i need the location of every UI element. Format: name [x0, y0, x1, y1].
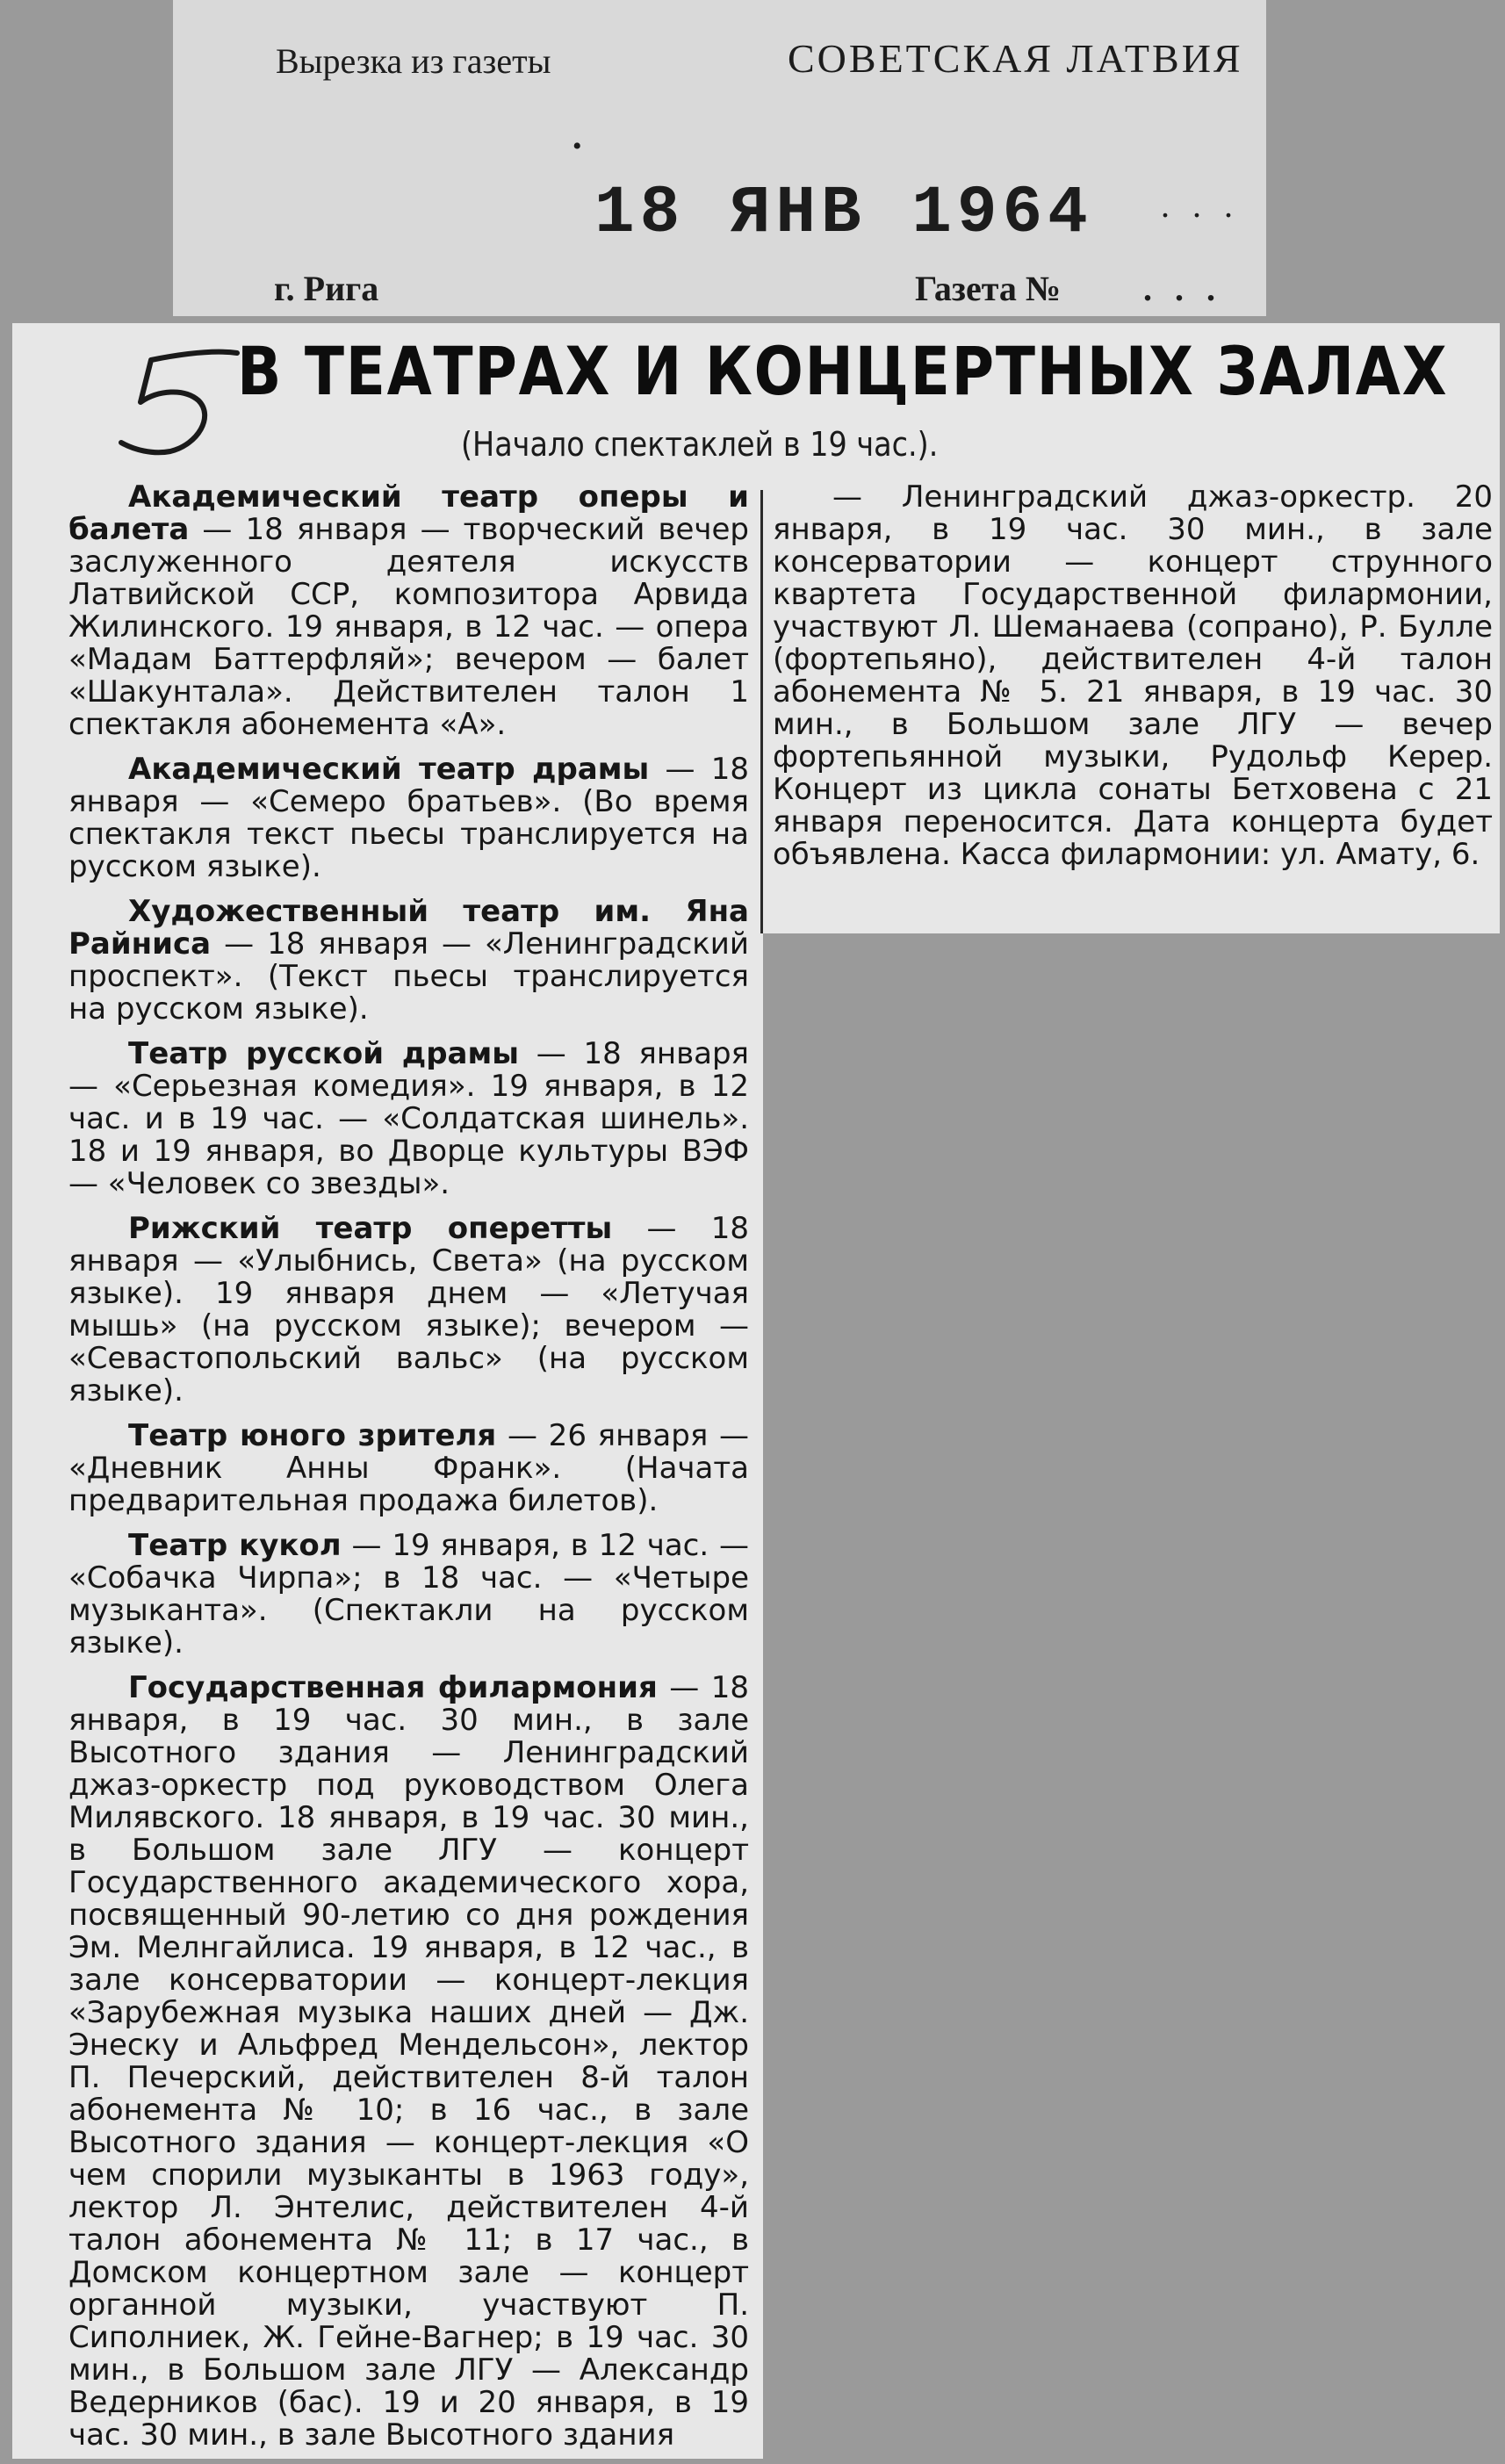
listing-text: — 18 января — «Серьезная комедия». 19 января, в 12 час. и в 19 час. — «Солдатская шинель». 18 и 19 января, во Дворце культуры ВЭФ — «Человек со звезды».: [68, 1036, 749, 1201]
listing-text: — 26 января — «Дневник Анны Франк». (Начата предварительная продажа билетов).: [68, 1418, 750, 1518]
listing-item: [68, 1038, 749, 1200]
gazeta-number-label: Газета №: [915, 269, 1062, 308]
listing-venue: Театр юного зрителя: [128, 1418, 497, 1453]
listing-venue: Театр русской драмы: [128, 1036, 520, 1071]
cut-from-newspaper-label: Вырезка из газеты: [276, 41, 551, 81]
stamp-date-dots: . . .: [1161, 185, 1240, 225]
clipping-stamp: [173, 0, 1266, 316]
listing-text: — 18 января — «Ленинградский проспект». (Текст пьесы транслируется на русском языке).: [68, 926, 749, 1027]
listing-item: [68, 1530, 749, 1660]
listing-text: — 18 января — «Улыбнись, Света» (на русском языке). 19 января днем — «Летучая мышь» (на русском языке); вечером — «Севастопольский вальс» (на русском языке).: [68, 1211, 749, 1409]
stamp-date: 18 ЯНВ 1964: [594, 176, 1093, 251]
listing-item: [68, 481, 749, 741]
handwritten-five-stroke: [121, 352, 237, 453]
listing-text: — Ленинградский джаз-оркестр. 20 января, в 19 час. 30 мин., в зале консерватории — концерт струнного квартета Государственной филармонии, участвуют Л. Шеманаева (сопрано), Р. Булле (фортепьяно), действителен 4-й талон абонемента № 5. 21 января, в 19 час. 30 мин., в Большом зале ЛГУ — вечер фортепьянной музыки, Рудольф Керер. Концерт из цикла сонаты Бетховена с 21 января переносится. Дата концерта будет объявлена. Касса филармонии: ул. Амату, 6.: [773, 479, 1493, 872]
stamp-dot: •: [572, 132, 582, 161]
listing-venue: Художественный театр им. Яна Райниса: [68, 894, 749, 962]
listing-text: — 18 января, в 19 час. 30 мин., в зале Высотного здания — Ленинградский джаз-оркестр под руководством Олега Милявского. 18 января, в 19 час. 30 мин., в Большом зале ЛГУ — концерт Государственного академического хора, посвященный 90-летию со дня рождения Эм. Мелнгайлиса. 19 января, в 12 час., в зале консерватории — концерт-лекция «Зарубежная музыка наших дней — Дж. Энеску и Альфред Мендельсон», лектор П. Печерский, действителен 8-й талон абонемента № 10; в 16 час., в зале Высотного здания — концерт-лекция «О чем спорили музыканты в 1963 году», лектор Л. Энтелис, действителен 4-й талон абонемента № 11; в 17 час., в Домском концертном зале — концерт органной музыки, участвуют П. Сиполниек, Ж. Гейне-Вагнер; в 19 час. 30 мин., в Большом зале ЛГУ — Александр Ведерников (бас). 19 и 20 января, в 19 час. 30 мин., в зале Высотного здания: [68, 1670, 749, 2453]
listing-item: [68, 753, 749, 883]
newspaper-name: СОВЕТСКАЯ ЛАТВИЯ: [788, 36, 1243, 81]
article-left-column: [68, 481, 749, 2464]
handwritten-mark: [90, 334, 256, 465]
listing-text: — 19 января, в 12 час. — «Собачка Чирпа»; в 18 час. — «Четыре музыканта». (Спектакли на русском языке).: [68, 1528, 750, 1661]
listing-item: [68, 1420, 749, 1517]
listing-venue: Государственная филармония: [128, 1670, 658, 1705]
listing-venue: Академический театр оперы и балета: [68, 479, 749, 547]
city-label: г. Рига: [274, 269, 379, 308]
gazeta-number-dots: . . .: [1143, 269, 1222, 308]
listing-item: [773, 481, 1493, 871]
listing-venue: Театр кукол: [128, 1528, 342, 1563]
article-headline: В ТЕАТРАХ И КОНЦЕРТНЫХ ЗАЛАХ: [237, 332, 1449, 410]
listing-item: [68, 1672, 749, 2452]
listing-venue: Рижский театр оперетты: [128, 1211, 613, 1246]
listing-text: — 18 января — творческий вечер заслуженного деятеля искусств Латвийской ССР, композитора Арвида Жилинского. 19 января, в 12 час. — опера «Мадам Баттерфляй»; вечером — балет «Шакунтала». Действителен талон 1 спектакля абонемента «А».: [68, 512, 749, 742]
listing-text: — 18 января — «Семеро братьев». (Во время спектакля текст пьесы транслируется на русском языке).: [68, 752, 749, 884]
article-subheading: (Начало спектаклей в 19 час.).: [461, 425, 939, 464]
listing-item: [68, 1213, 749, 1408]
column-divider: [760, 490, 763, 933]
article-right-column: [773, 481, 1493, 883]
listing-venue: Академический театр драмы: [128, 752, 650, 787]
listing-item: [68, 896, 749, 1026]
